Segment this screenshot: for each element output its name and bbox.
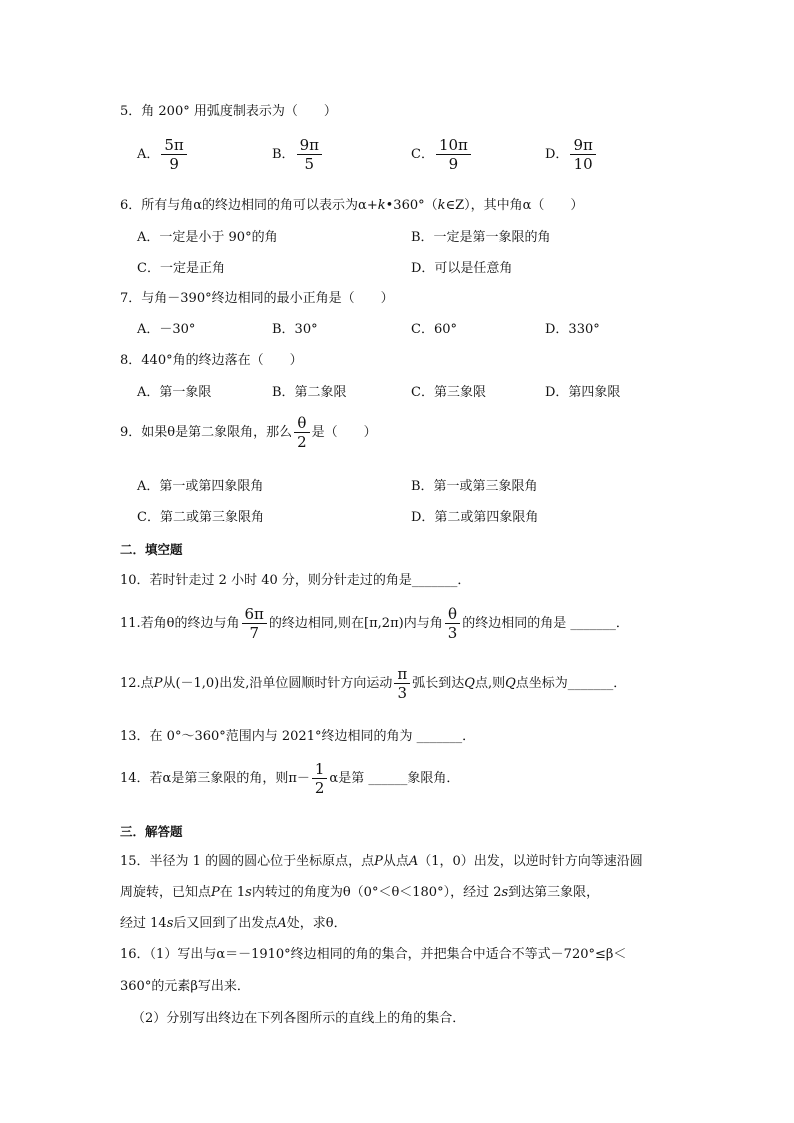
q12-part: 12.点	[120, 676, 154, 691]
numerator: 1	[312, 760, 328, 779]
q11-part: 的终边相同,则在[π,2π)内与角	[268, 616, 443, 631]
q14-part: α是第 ______象限角．	[329, 771, 460, 786]
q9-stem	[120, 414, 377, 451]
q15-part: 到达第三象限，	[508, 885, 600, 900]
numerator: θ	[294, 414, 310, 433]
q11-part: 11.若角θ的终边与角	[120, 616, 240, 631]
option-letter: C．	[411, 147, 434, 162]
q15-var-p: P	[211, 885, 220, 900]
denominator: 3	[397, 684, 408, 702]
numerator: 5π	[161, 136, 186, 155]
denominator: 7	[249, 624, 259, 642]
q12-stem	[120, 665, 626, 702]
q6-var-k: k	[377, 198, 386, 213]
q15-var-a: A	[408, 854, 419, 869]
q9-stem-part: 是（ ）	[311, 425, 377, 440]
numerator: 10π	[436, 136, 471, 155]
q5-option-d	[545, 136, 598, 173]
fraction	[570, 136, 595, 173]
q5-stem: 5．角 200° 用弧度制表示为（ ）	[120, 104, 337, 119]
q6-option-b: B．一定是第一象限的角	[411, 230, 551, 245]
q7-option-b: B．30°	[272, 322, 318, 337]
numerator: π	[394, 665, 410, 684]
q15-part: 从点	[382, 854, 409, 869]
q15-part: （1，0）出发，以逆时针方向等速沿圆	[418, 854, 643, 869]
q12-part: 点坐标为_______．	[515, 676, 627, 691]
denominator: 10	[573, 155, 593, 173]
q9-option-a: A．第一或第四象限角	[137, 479, 264, 494]
q16-line-3: （2）分别写出终边在下列各图所示的直线上的角的集合．	[132, 1011, 466, 1026]
numerator: 6π	[242, 605, 267, 624]
q9-option-c: C．第二或第三象限角	[137, 510, 264, 525]
fraction	[445, 605, 461, 642]
q15-part: 周旋转，已知点	[120, 885, 212, 900]
q15-line-1	[120, 853, 643, 871]
q15-part: 15．半径为 1 的圆的圆心位于坐标原点，点	[120, 854, 375, 869]
q6-option-c: C．一定是正角	[137, 261, 225, 276]
q9-stem-part: 9．如果θ是第二象限角，那么	[120, 425, 293, 440]
q9-option-b: B．第一或第三象限角	[411, 479, 538, 494]
q15-unit-s: s	[501, 885, 509, 900]
q8-stem: 8．440°角的终边落在（ ）	[120, 353, 303, 368]
q12-var-q: Q	[464, 676, 475, 691]
q6-var-k: k	[437, 198, 446, 213]
denominator: 2	[297, 433, 307, 451]
numerator: θ	[445, 605, 461, 624]
q7-option-c: C．60°	[411, 322, 457, 337]
q15-part: 后又回到了出发点	[173, 916, 278, 931]
q15-var-a: A	[277, 916, 287, 931]
q12-part: 点,则	[474, 676, 506, 691]
q11-stem	[120, 605, 629, 642]
q6-stem	[120, 197, 583, 215]
denominator: 3	[447, 624, 458, 642]
q15-unit-s: s	[245, 885, 252, 900]
q5-option-c	[411, 136, 473, 173]
q15-line-2	[120, 884, 599, 902]
q15-var-p: P	[374, 854, 383, 869]
q6-option-a: A．一定是小于 90°的角	[137, 230, 278, 245]
section-heading-fill-in: 二．填空题	[120, 542, 183, 557]
q6-stem-part: •360°（	[385, 198, 438, 213]
q16-line-2: 360°的元素β写出来．	[120, 979, 250, 994]
denominator: 5	[304, 155, 315, 173]
denominator: 9	[169, 155, 179, 173]
q12-part: 从(－1,0)出发,沿单位圆顺时针方向运动	[162, 676, 393, 691]
q7-option-a: A．－30°	[137, 322, 196, 337]
option-letter: D．	[545, 147, 569, 162]
q15-part: 经过 14	[120, 916, 167, 931]
q15-part: 在 1	[219, 885, 246, 900]
fraction	[161, 136, 186, 173]
q10-stem: 10．若时针走过 2 小时 40 分，则分针走过的角是_______．	[120, 573, 471, 588]
fraction	[394, 665, 410, 702]
numerator: 9π	[570, 136, 595, 155]
numerator: 9π	[297, 136, 322, 155]
q12-var-q: Q	[505, 676, 516, 691]
q12-var-p: P	[153, 676, 163, 691]
q16-line-1: 16．（1）写出与α＝－1910°终边相同的角的集合，并把集合中适合不等式－720°≤β＜	[120, 947, 627, 962]
q5-option-b	[272, 136, 324, 173]
q11-part: 的终边相同的角是 _______．	[462, 616, 629, 631]
q9-option-d: D．第二或第四象限角	[411, 510, 539, 525]
q13-stem: 13．在 0°～360°范围内与 2021°终边相同的角为 _______．	[120, 729, 476, 744]
q7-stem: 7．与角－390°终边相同的最小正角是（ ）	[120, 291, 394, 306]
q8-option-c: C．第三象限	[411, 385, 486, 400]
denominator: 2	[314, 779, 325, 797]
q15-part: 处，求θ．	[286, 916, 347, 931]
q14-part: 14．若α是第三象限的角，则π－	[120, 771, 310, 786]
option-letter: B．	[272, 147, 295, 162]
fraction	[312, 760, 328, 797]
q5-option-a	[137, 136, 189, 173]
fraction	[242, 605, 267, 642]
q14-stem	[120, 760, 459, 797]
q8-option-a: A．第一象限	[137, 385, 212, 400]
q8-option-b: B．第二象限	[272, 385, 347, 400]
fraction	[436, 136, 471, 173]
q15-unit-s: s	[166, 916, 174, 931]
q12-part: 弧长到达	[412, 676, 465, 691]
fraction	[297, 136, 322, 173]
option-letter: A．	[137, 147, 160, 162]
section-heading-solutions: 三．解答题	[120, 824, 183, 839]
fraction	[294, 414, 310, 451]
q6-stem-part: 6．所有与角α的终边相同的角可以表示为α+	[120, 198, 378, 213]
q8-option-d: D．第四象限	[545, 385, 621, 400]
denominator: 9	[448, 155, 459, 173]
q7-option-d: D．330°	[545, 322, 600, 337]
q15-part: 内转过的角度为θ（0°＜θ＜180°），经过 2	[251, 885, 502, 900]
q6-stem-part: ∈Z），其中角α（ ）	[445, 198, 584, 213]
q15-line-3	[120, 915, 347, 933]
q6-option-d: D．可以是任意角	[411, 261, 513, 276]
